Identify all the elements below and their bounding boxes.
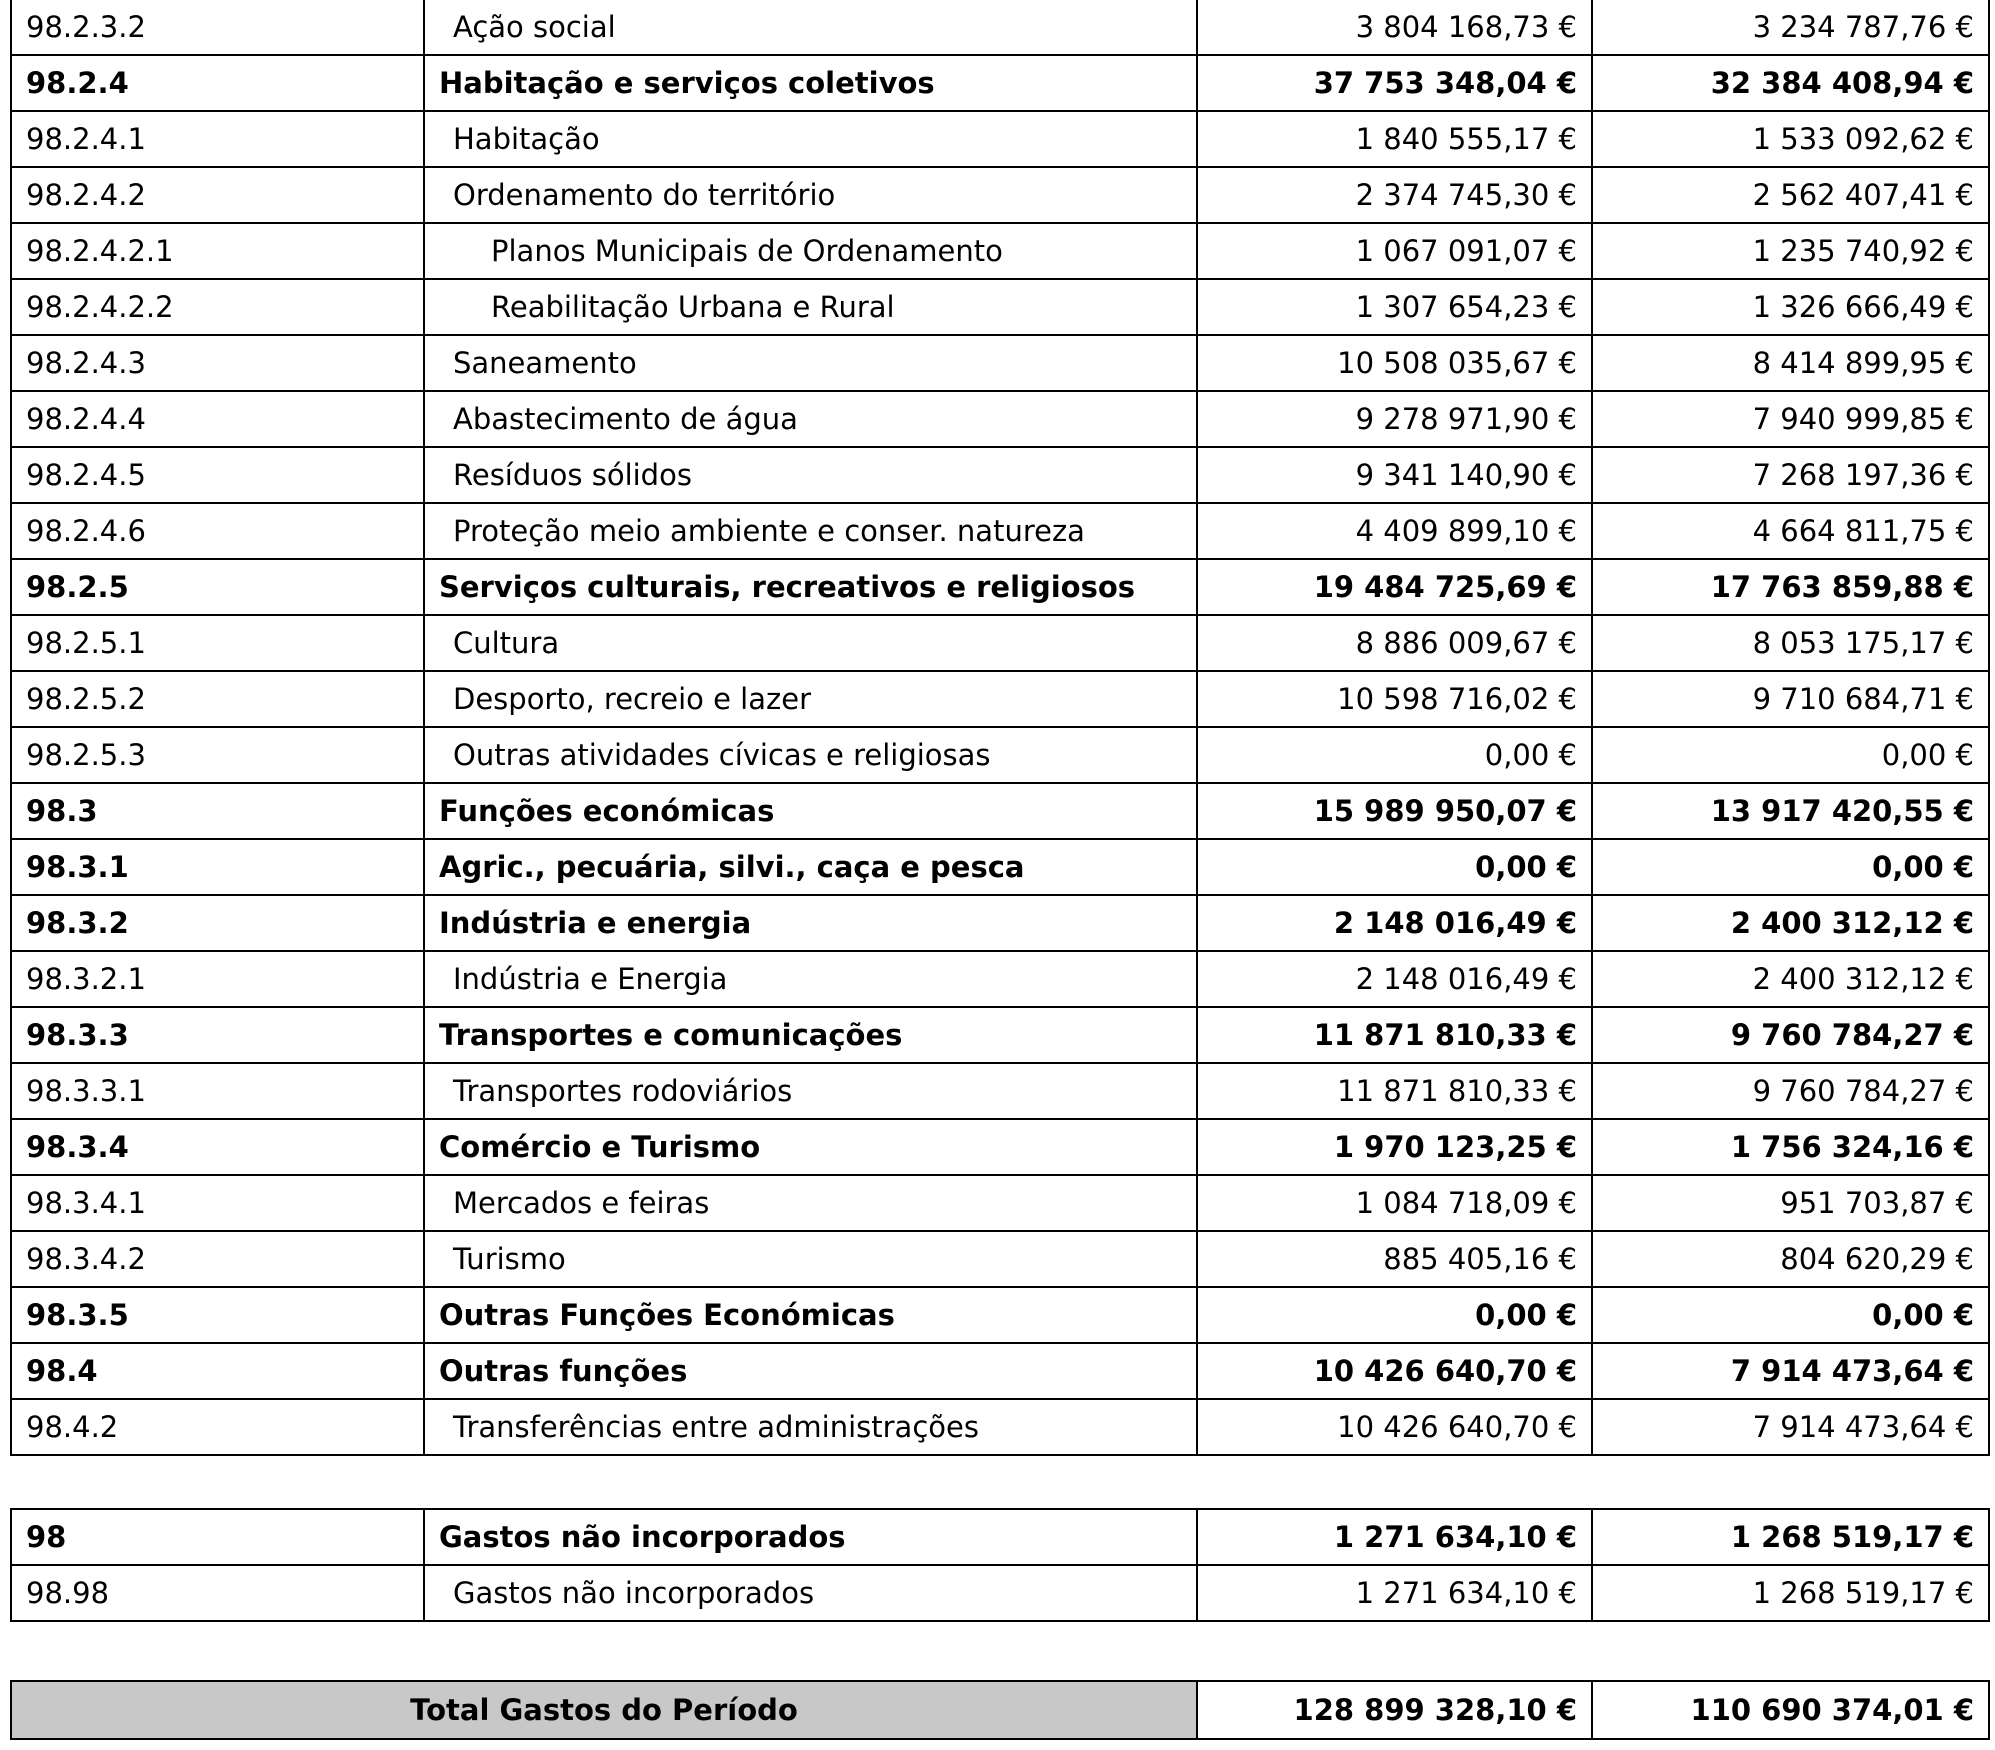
account-code: 98.3.5 xyxy=(11,1287,424,1343)
table-row xyxy=(11,223,1989,279)
total-value-previous: 110 690 374,01 € xyxy=(1592,1681,1989,1739)
account-code: 98.3.2.1 xyxy=(11,951,424,1007)
value-previous-period: 2 400 312,12 € xyxy=(1592,895,1989,951)
value-previous-period: 9 760 784,27 € xyxy=(1592,1063,1989,1119)
value-current-period: 37 753 348,04 € xyxy=(1197,55,1592,111)
table-row xyxy=(11,111,1989,167)
value-previous-period: 804 620,29 € xyxy=(1592,1231,1989,1287)
value-previous-period: 0,00 € xyxy=(1592,839,1989,895)
account-description: Agric., pecuária, silvi., caça e pesca xyxy=(424,839,1197,895)
account-code: 98.2.4 xyxy=(11,55,424,111)
value-current-period: 1 067 091,07 € xyxy=(1197,223,1592,279)
total-expenses-table xyxy=(10,1680,1990,1740)
table-row xyxy=(11,1007,1989,1063)
account-code: 98.2.5.1 xyxy=(11,615,424,671)
table-row xyxy=(11,0,1989,55)
value-current-period: 0,00 € xyxy=(1197,839,1592,895)
table-row xyxy=(11,1231,1989,1287)
value-current-period: 1 307 654,23 € xyxy=(1197,279,1592,335)
value-previous-period: 2 400 312,12 € xyxy=(1592,951,1989,1007)
value-previous-period: 7 940 999,85 € xyxy=(1592,391,1989,447)
non-incorporated-expenses-table xyxy=(10,1508,1990,1622)
table-row xyxy=(11,1175,1989,1231)
table-row xyxy=(11,55,1989,111)
account-code: 98.4 xyxy=(11,1343,424,1399)
table-row xyxy=(11,503,1989,559)
value-previous-period: 1 756 324,16 € xyxy=(1592,1119,1989,1175)
value-current-period: 1 840 555,17 € xyxy=(1197,111,1592,167)
account-code: 98.2.3.2 xyxy=(11,0,424,55)
account-code: 98.98 xyxy=(11,1565,424,1621)
value-current-period: 9 341 140,90 € xyxy=(1197,447,1592,503)
table-row xyxy=(11,839,1989,895)
table-row xyxy=(11,783,1989,839)
value-current-period: 2 148 016,49 € xyxy=(1197,895,1592,951)
account-description: Planos Municipais de Ordenamento xyxy=(424,223,1197,279)
value-previous-period: 4 664 811,75 € xyxy=(1592,503,1989,559)
table-row xyxy=(11,335,1989,391)
value-current-period: 10 508 035,67 € xyxy=(1197,335,1592,391)
account-description: Desporto, recreio e lazer xyxy=(424,671,1197,727)
account-description: Resíduos sólidos xyxy=(424,447,1197,503)
table-row xyxy=(11,727,1989,783)
account-code: 98.3 xyxy=(11,783,424,839)
account-description: Gastos não incorporados xyxy=(424,1565,1197,1621)
account-description: Ação social xyxy=(424,0,1197,55)
value-previous-period: 2 562 407,41 € xyxy=(1592,167,1989,223)
total-label: Total Gastos do Período xyxy=(11,1681,1197,1739)
table-row xyxy=(11,1343,1989,1399)
value-current-period: 4 409 899,10 € xyxy=(1197,503,1592,559)
value-previous-period: 8 053 175,17 € xyxy=(1592,615,1989,671)
value-previous-period: 1 268 519,17 € xyxy=(1592,1509,1989,1565)
table-row xyxy=(11,1063,1989,1119)
value-previous-period: 9 760 784,27 € xyxy=(1592,1007,1989,1063)
total-row xyxy=(11,1681,1989,1739)
account-description: Outras Funções Económicas xyxy=(424,1287,1197,1343)
account-description: Mercados e feiras xyxy=(424,1175,1197,1231)
account-code: 98.3.3 xyxy=(11,1007,424,1063)
account-description: Turismo xyxy=(424,1231,1197,1287)
table-row xyxy=(11,279,1989,335)
account-code: 98.2.5 xyxy=(11,559,424,615)
account-code: 98.2.4.6 xyxy=(11,503,424,559)
value-current-period: 9 278 971,90 € xyxy=(1197,391,1592,447)
value-current-period: 1 271 634,10 € xyxy=(1197,1509,1592,1565)
table-row xyxy=(11,671,1989,727)
account-code: 98.3.3.1 xyxy=(11,1063,424,1119)
value-previous-period: 32 384 408,94 € xyxy=(1592,55,1989,111)
value-previous-period: 7 914 473,64 € xyxy=(1592,1343,1989,1399)
table-row xyxy=(11,447,1989,503)
table-row xyxy=(11,1565,1989,1621)
table-row xyxy=(11,167,1989,223)
table-row xyxy=(11,1119,1989,1175)
account-description: Funções económicas xyxy=(424,783,1197,839)
account-code: 98.3.4.1 xyxy=(11,1175,424,1231)
account-description: Habitação e serviços coletivos xyxy=(424,55,1197,111)
account-description: Transportes rodoviários xyxy=(424,1063,1197,1119)
total-value-current: 128 899 328,10 € xyxy=(1197,1681,1592,1739)
account-description: Abastecimento de água xyxy=(424,391,1197,447)
account-code: 98.2.4.2.2 xyxy=(11,279,424,335)
value-current-period: 2 374 745,30 € xyxy=(1197,167,1592,223)
value-current-period: 1 970 123,25 € xyxy=(1197,1119,1592,1175)
value-current-period: 19 484 725,69 € xyxy=(1197,559,1592,615)
account-code: 98.3.4.2 xyxy=(11,1231,424,1287)
account-code: 98.2.4.3 xyxy=(11,335,424,391)
value-previous-period: 0,00 € xyxy=(1592,1287,1989,1343)
account-description: Outras funções xyxy=(424,1343,1197,1399)
value-current-period: 1 271 634,10 € xyxy=(1197,1565,1592,1621)
value-current-period: 15 989 950,07 € xyxy=(1197,783,1592,839)
value-current-period: 10 426 640,70 € xyxy=(1197,1399,1592,1455)
value-previous-period: 1 235 740,92 € xyxy=(1592,223,1989,279)
table-row xyxy=(11,1287,1989,1343)
table-row xyxy=(11,391,1989,447)
value-previous-period: 17 763 859,88 € xyxy=(1592,559,1989,615)
account-code: 98.3.1 xyxy=(11,839,424,895)
account-code: 98.4.2 xyxy=(11,1399,424,1455)
value-previous-period: 7 914 473,64 € xyxy=(1592,1399,1989,1455)
account-code: 98.2.4.5 xyxy=(11,447,424,503)
value-current-period: 885 405,16 € xyxy=(1197,1231,1592,1287)
account-code: 98.3.4 xyxy=(11,1119,424,1175)
value-current-period: 11 871 810,33 € xyxy=(1197,1007,1592,1063)
value-current-period: 0,00 € xyxy=(1197,727,1592,783)
account-description: Reabilitação Urbana e Rural xyxy=(424,279,1197,335)
account-code: 98.3.2 xyxy=(11,895,424,951)
value-previous-period: 3 234 787,76 € xyxy=(1592,0,1989,55)
account-code: 98.2.4.4 xyxy=(11,391,424,447)
table-row xyxy=(11,1509,1989,1565)
value-previous-period: 8 414 899,95 € xyxy=(1592,335,1989,391)
value-previous-period: 1 326 666,49 € xyxy=(1592,279,1989,335)
account-description: Serviços culturais, recreativos e religiosos xyxy=(424,559,1197,615)
value-previous-period: 0,00 € xyxy=(1592,727,1989,783)
expenses-table-body xyxy=(11,0,1989,1455)
account-code: 98.2.5.3 xyxy=(11,727,424,783)
account-code: 98.2.4.2 xyxy=(11,167,424,223)
account-code: 98.2.4.1 xyxy=(11,111,424,167)
account-description: Indústria e Energia xyxy=(424,951,1197,1007)
account-description: Gastos não incorporados xyxy=(424,1509,1197,1565)
value-previous-period: 9 710 684,71 € xyxy=(1592,671,1989,727)
account-code: 98 xyxy=(11,1509,424,1565)
account-description: Saneamento xyxy=(424,335,1197,391)
value-current-period: 3 804 168,73 € xyxy=(1197,0,1592,55)
account-description: Transportes e comunicações xyxy=(424,1007,1197,1063)
expenses-table xyxy=(10,0,1990,1456)
value-current-period: 2 148 016,49 € xyxy=(1197,951,1592,1007)
account-code: 98.2.5.2 xyxy=(11,671,424,727)
account-description: Transferências entre administrações xyxy=(424,1399,1197,1455)
table-row xyxy=(11,559,1989,615)
account-description: Habitação xyxy=(424,111,1197,167)
value-previous-period: 1 533 092,62 € xyxy=(1592,111,1989,167)
value-current-period: 8 886 009,67 € xyxy=(1197,615,1592,671)
account-description: Outras atividades cívicas e religiosas xyxy=(424,727,1197,783)
value-current-period: 11 871 810,33 € xyxy=(1197,1063,1592,1119)
table-row xyxy=(11,1399,1989,1455)
account-code: 98.2.4.2.1 xyxy=(11,223,424,279)
value-current-period: 0,00 € xyxy=(1197,1287,1592,1343)
value-previous-period: 1 268 519,17 € xyxy=(1592,1565,1989,1621)
value-previous-period: 13 917 420,55 € xyxy=(1592,783,1989,839)
account-description: Indústria e energia xyxy=(424,895,1197,951)
non-incorporated-table-body xyxy=(11,1509,1989,1621)
value-previous-period: 7 268 197,36 € xyxy=(1592,447,1989,503)
table-row xyxy=(11,951,1989,1007)
value-current-period: 1 084 718,09 € xyxy=(1197,1175,1592,1231)
account-description: Proteção meio ambiente e conser. natureza xyxy=(424,503,1197,559)
table-row xyxy=(11,615,1989,671)
value-current-period: 10 426 640,70 € xyxy=(1197,1343,1592,1399)
account-description: Comércio e Turismo xyxy=(424,1119,1197,1175)
table-row xyxy=(11,895,1989,951)
value-current-period: 10 598 716,02 € xyxy=(1197,671,1592,727)
account-description: Ordenamento do território xyxy=(424,167,1197,223)
account-description: Cultura xyxy=(424,615,1197,671)
value-previous-period: 951 703,87 € xyxy=(1592,1175,1989,1231)
